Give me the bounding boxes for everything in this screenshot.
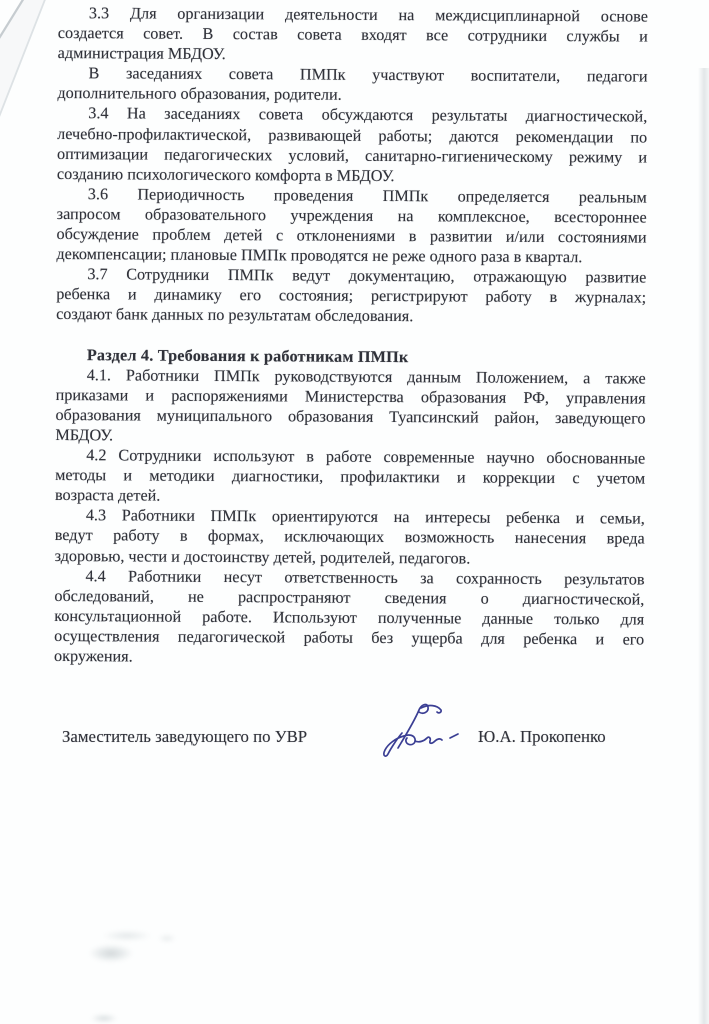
paragraph-3-7 bbox=[56, 264, 646, 328]
text-line: окружения. bbox=[53, 646, 133, 666]
text-line: В заседаниях совета ПМПк участвуют воспитатели, педагоги bbox=[88, 64, 648, 86]
section-4-heading: Раздел 4. Требования к работникам ПМПк bbox=[86, 345, 409, 366]
paragraph-4-4 bbox=[54, 566, 645, 670]
handwritten-signature bbox=[382, 700, 464, 760]
text-line: оптимизации педагогических условий, санитарно-гигиеническому режиму и bbox=[57, 144, 648, 167]
text-line: обсуждение проблем детей с отклонениями в развитии и/или состояниями bbox=[56, 225, 647, 247]
text-line: 4.1. Работники ПМПк руководствуются данным Положением, а также bbox=[86, 365, 646, 388]
text-line: возраста детей. bbox=[54, 486, 161, 505]
text-line: методы и методики диагностики, профилактики и коррекции с учетом bbox=[55, 466, 646, 488]
scan-edge-shadow bbox=[698, 68, 709, 1024]
paragraph-4-3 bbox=[55, 505, 645, 569]
text-line: 3.3 Для организации деятельности на междисциплинарной основе bbox=[88, 4, 648, 26]
paragraph-3-3 bbox=[58, 3, 648, 67]
text-line: 4.2 Сотрудники используют в работе современные научно обоснованные bbox=[86, 446, 646, 468]
text-line: приказами и распоряжениями Министерства образования РФ, управления bbox=[55, 385, 646, 408]
signer-position-title: Заместитель заведующего по УВР bbox=[62, 727, 308, 746]
text-line: обследований, не распространяют сведения о диагностической, bbox=[54, 586, 645, 609]
text-line: 3.6 Периодичность проведения ПМПк определяется реальным bbox=[87, 185, 647, 207]
bleed-through-smudge bbox=[79, 926, 179, 970]
text-line: образования муниципального образования Туапсинский район, заведующего bbox=[55, 405, 646, 428]
text-line: ведут работу в формах, исключающих возможность нанесения вреда bbox=[54, 526, 645, 549]
text-line: создается совет. В состав совета входят все сотрудники службы и bbox=[57, 24, 648, 46]
text-line: 3.7 Сотрудники ПМПк ведут документацию, отражающую развитие bbox=[87, 265, 647, 287]
text-line: 3.4 На заседаниях совета обсуждаются результаты диагностической, bbox=[88, 104, 648, 127]
text-line: МБДОУ. bbox=[55, 425, 114, 445]
text-line: дополнительного образования, родители. bbox=[57, 84, 342, 105]
text-line: 4.3 Работники ПМПк ориентируются на интересы ребенка и семьи, bbox=[85, 506, 645, 528]
text-line: созданию психологического комфорта в МБДОУ. bbox=[56, 164, 395, 185]
text-line: создают банк данных по результатам обследования. bbox=[56, 305, 414, 326]
document-text-block bbox=[54, 3, 648, 670]
text-line: администрация МБДОУ. bbox=[57, 44, 226, 64]
paragraph-3-6 bbox=[56, 184, 646, 268]
text-line: осуществления педагогической работы без ущерба для ребенка и его bbox=[54, 626, 645, 649]
text-line: 4.4 Работники несут ответственность за сохранность результатов bbox=[85, 566, 645, 589]
text-line: здоровью, чести и достоинству детей, родителей, педагогов. bbox=[54, 546, 471, 568]
paragraph-3-4 bbox=[57, 103, 647, 187]
text-line: запросом образовательного учреждения на комплексное, всестороннее bbox=[56, 204, 647, 227]
bleed-through-smudge bbox=[83, 1010, 125, 1024]
paragraph-4-2 bbox=[55, 445, 645, 509]
text-line: декомпенсации; плановые ПМПк проводятся не реже одного раза в квартал. bbox=[56, 245, 583, 267]
text-line: консультационной работе. Используют полученные данные только для bbox=[54, 606, 645, 629]
paragraph-council-sessions bbox=[57, 63, 647, 107]
paragraph-4-1 bbox=[55, 365, 645, 449]
signer-name: Ю.А. Прокопенко bbox=[478, 727, 606, 746]
text-line: лечебно-профилактической, развивающей работы; даются рекомендации по bbox=[57, 124, 648, 147]
text-line: ребенка и динамику его состояния; регистрируют работу в журналах; bbox=[56, 285, 647, 307]
